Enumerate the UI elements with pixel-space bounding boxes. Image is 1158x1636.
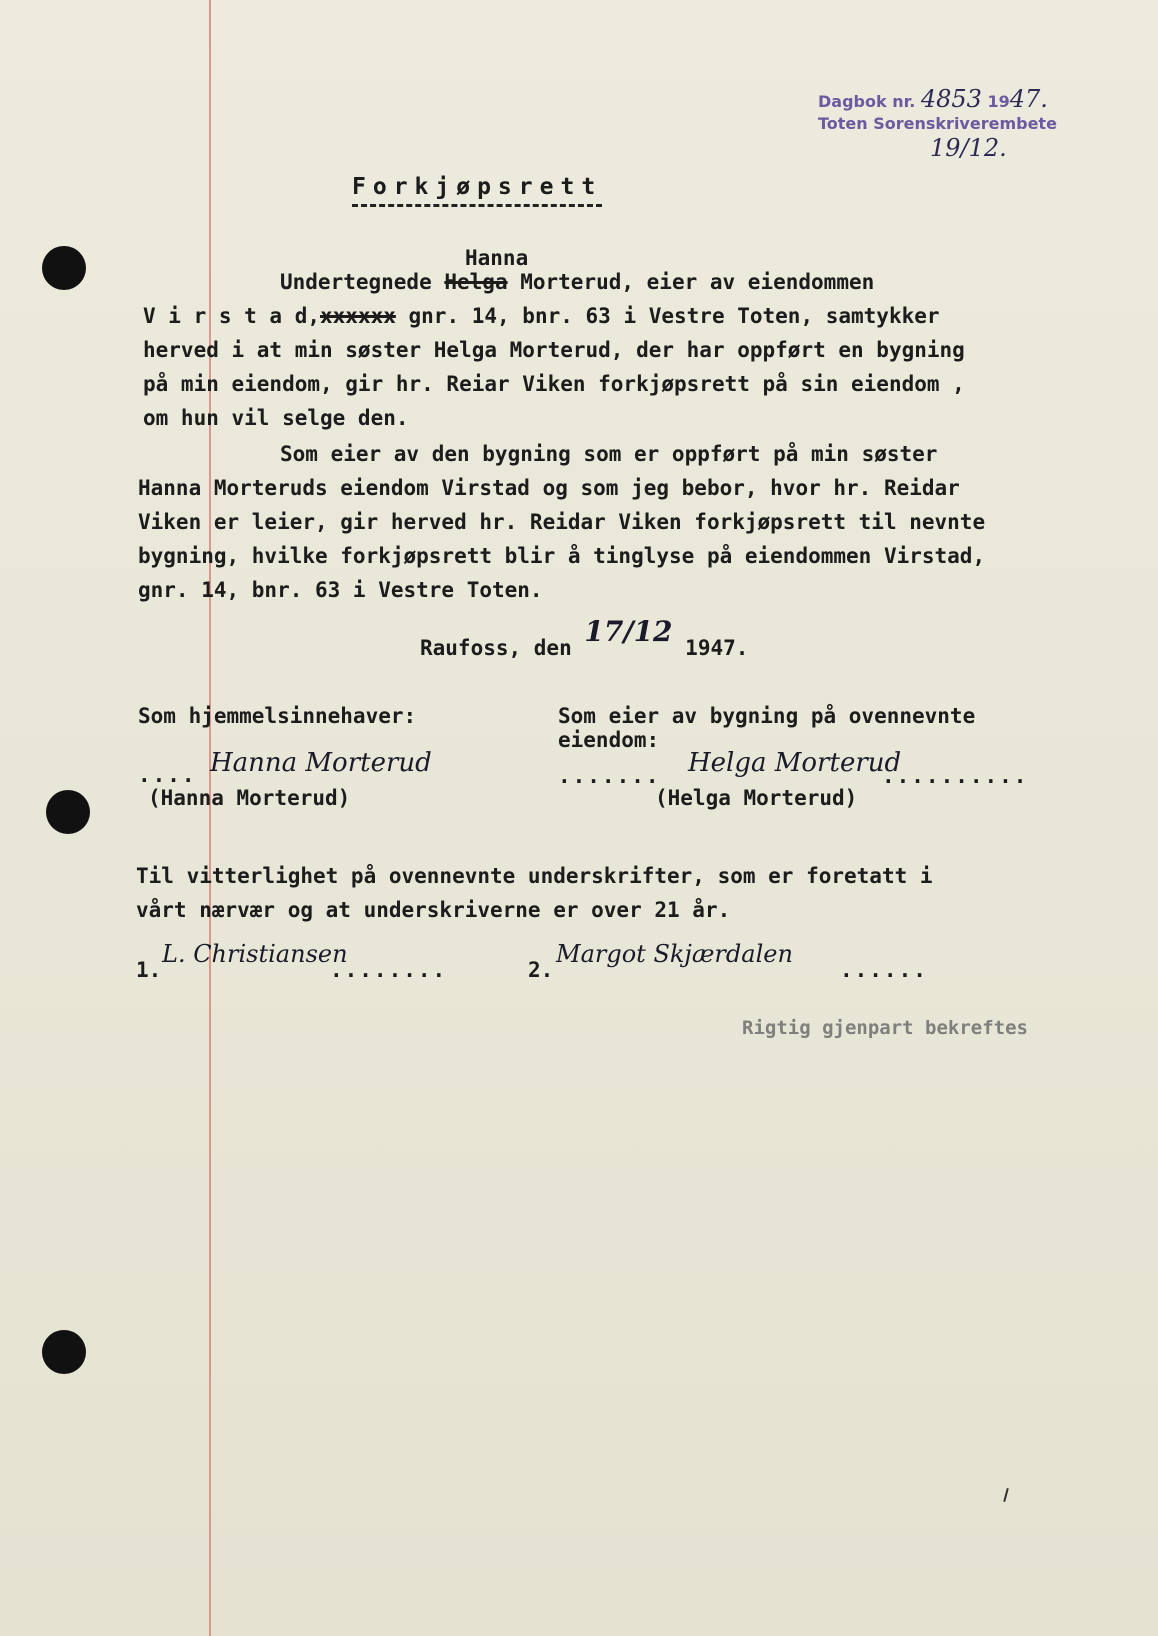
body-line: Som eier av den bygning som er oppført på min søster (280, 442, 938, 466)
stamp-number: 4853 (920, 85, 982, 113)
text-run: V i r s t a d, (143, 304, 321, 328)
struck-word: Helga (444, 270, 508, 294)
right-signature-caption: Som eier av bygning på ovennevnte (558, 704, 976, 728)
right-signature-caption-cont: eiendom: (558, 728, 660, 752)
document-title: Forkjøpsrett (352, 174, 602, 207)
punch-hole-top (42, 246, 86, 290)
left-signature-caption: Som hjemmelsinnehaver: (138, 704, 417, 728)
struck-word: xxxxxx (320, 304, 396, 328)
text-run: gnr. 14, bnr. 63 i Vestre Toten, samtykker (395, 304, 940, 328)
body-line: Hanna Morteruds eiendom Virstad og som jeg bebor, hvor hr. Reidar (138, 476, 960, 500)
text-run: Morterud, eier av eiendommen (507, 270, 875, 294)
witness-line: vårt nærvær og at underskriverne er over 21 år. (136, 898, 731, 922)
stamp-date: 19/12. (930, 134, 1007, 162)
stamp-label: Dagbok nr. (818, 92, 916, 111)
place-label: Raufoss, den (420, 636, 585, 660)
margin-rule (209, 0, 211, 1636)
witness-1-dots: ........ (330, 958, 448, 982)
body-line (280, 270, 874, 294)
body-line: om hun vil selge den. (143, 406, 409, 430)
journal-stamp (818, 85, 1057, 162)
witness-line: Til vitterlighet på ovennevnte underskrifter, som er foretatt i (136, 864, 933, 888)
body-line: gnr. 14, bnr. 63 i Vestre Toten. (138, 578, 543, 602)
year-text: 1947. (672, 636, 749, 660)
text-run: Undertegnede (280, 270, 445, 294)
body-line: bygning, hvilke forkjøpsrett blir å tinglyse på eiendommen Virstad, (138, 544, 986, 568)
left-signatory-name: (Hanna Morterud) (148, 786, 351, 810)
body-line: på min eiendom, gir hr. Reiar Viken forkjøpsrett på sin eiendom , (143, 372, 965, 396)
stamp-year: 47. (1009, 85, 1048, 113)
body-line: Viken er leier, gir herved hr. Reidar Viken forkjøpsrett til nevnte (138, 510, 986, 534)
body-line (143, 304, 940, 328)
stamp-office: Toten Sorenskriverembete (818, 114, 1057, 133)
right-signature-dots-left: ....... (558, 764, 661, 788)
witness-2-number: 2. (528, 958, 554, 982)
right-signatory-name: (Helga Morterud) (655, 786, 858, 810)
pen-mark (1003, 1488, 1009, 1502)
witness-1-signature: L. Christiansen (162, 940, 348, 968)
witness-1-number: 1. (136, 958, 162, 982)
handwritten-date: 17/12 (584, 615, 673, 648)
insert-word: Hanna (465, 246, 529, 270)
witness-2-signature: Margot Skjærdalen (556, 940, 793, 968)
certification-stamp: Rigtig gjenpart bekreftes (742, 1017, 1028, 1039)
left-signature-handwriting: Hanna Morterud (210, 748, 432, 778)
left-signature-dots: .... (138, 763, 197, 787)
right-signature-dots-right: .......... (882, 764, 1029, 788)
punch-hole-middle (46, 790, 90, 834)
punch-hole-bottom (42, 1330, 86, 1374)
right-signature-handwriting: Helga Morterud (688, 748, 902, 778)
place-date (420, 615, 749, 660)
body-line: herved i at min søster Helga Morterud, der har oppført en bygning (143, 338, 965, 362)
stamp-year-prefix: 19 (987, 92, 1010, 111)
witness-2-dots: ...... (840, 958, 928, 982)
